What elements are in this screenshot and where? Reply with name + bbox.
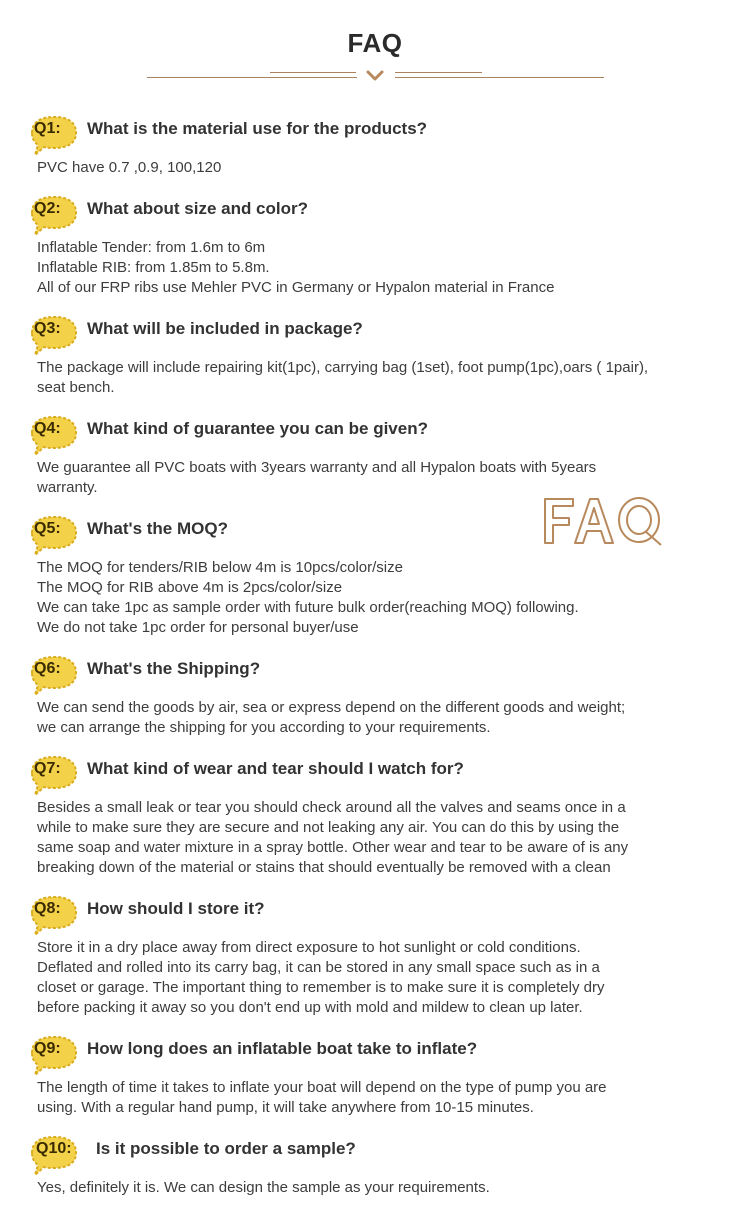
question-number: Q5:: [34, 520, 61, 537]
answer-line: Store it in a dry place away from direct exposure to hot sunlight or cold conditions.: [37, 939, 581, 956]
title-divider-right: [395, 77, 604, 78]
answer-text: [37, 798, 717, 878]
answer-line: Yes, definitely it is. We can design the sample as your requirements.: [37, 1179, 490, 1196]
answer-line: Inflatable Tender: from 1.6m to 6m: [37, 239, 266, 256]
page-title: FAQ: [347, 28, 403, 58]
answer-line: We guarantee all PVC boats with 3years warranty and all Hypalon boats with 5years: [37, 459, 597, 476]
answer-line: same soap and water mixture in a spray bottle. Other wear and tear to be aware of is any: [37, 839, 629, 856]
answer-line: The MOQ for RIB above 4m is 2pcs/color/size: [37, 579, 343, 596]
answer-line: The MOQ for tenders/RIB below 4m is 10pcs/color/size: [37, 559, 403, 576]
title-divider-left-accent: [270, 72, 356, 73]
question-text: What's the Shipping?: [87, 659, 261, 678]
answer-line: Inflatable RIB: from 1.85m to 5.8m.: [37, 259, 270, 276]
answer-line: before packing it away so you don't end up with mold and mildew to clean up later.: [37, 999, 583, 1016]
question-text: What kind of guarantee you can be given?: [87, 419, 428, 438]
answer-text: [37, 938, 717, 1018]
question-number: Q2:: [34, 200, 61, 217]
question-text: What will be included in package?: [87, 319, 363, 338]
answer-text: [37, 238, 717, 298]
answer-line: All of our FRP ribs use Mehler PVC in Germany or Hypalon material in France: [37, 279, 555, 296]
answer-line: Deflated and rolled into its carry bag, it can be stored in any small space such as in a: [37, 959, 600, 976]
answer-text: [37, 1078, 717, 1118]
question-number: Q6:: [34, 660, 61, 677]
answer-line: Besides a small leak or tear you should check around all the valves and seams once in a: [37, 799, 626, 816]
question-number: Q10:: [36, 1140, 72, 1157]
title-divider-right-accent: [395, 72, 482, 73]
answer-line: PVC have 0.7 ,0.9, 100,120: [37, 159, 222, 176]
chevron-down-icon: [366, 70, 384, 82]
question-text: What kind of wear and tear should I watch for?: [87, 759, 464, 778]
answer-line: while to make sure they are secure and not leaking any air. You can do this by using the: [37, 819, 620, 836]
answer-line: The length of time it takes to inflate your boat will depend on the type of pump you are: [37, 1079, 607, 1096]
question-number: Q7:: [34, 760, 61, 777]
answer-line: closet or garage. The important thing to remember is to make sure it is completely dry: [37, 979, 605, 996]
question-number: Q3:: [34, 320, 61, 337]
question-number: Q8:: [34, 900, 61, 917]
answer-line: We do not take 1pc order for personal buyer/use: [37, 619, 359, 636]
title-divider-left: [147, 77, 357, 78]
answer-text: [37, 1178, 717, 1198]
answer-line: seat bench.: [37, 379, 115, 396]
question-number: Q9:: [34, 1040, 61, 1057]
answer-text: [37, 698, 717, 738]
question-number: Q1:: [34, 120, 61, 137]
question-text: How should I store it?: [87, 899, 265, 918]
answer-line: warranty.: [37, 479, 98, 496]
answer-text: [37, 458, 717, 498]
answer-line: using. With a regular hand pump, it will take anywhere from 10-15 minutes.: [37, 1099, 534, 1116]
faq-watermark-logo: [541, 495, 665, 549]
question-text: What's the MOQ?: [87, 519, 228, 538]
answer-line: The package will include repairing kit(1pc), carrying bag (1set), foot pump(1pc),oars ( 1pair),: [37, 359, 649, 376]
question-text: What about size and color?: [87, 199, 309, 218]
answer-text: [37, 358, 717, 398]
question-text: What is the material use for the products?: [87, 119, 428, 138]
question-number: Q4:: [34, 420, 61, 437]
answer-text: [37, 558, 717, 638]
answer-text: [37, 158, 717, 178]
answer-line: we can arrange the shipping for you according to your requirements.: [37, 719, 491, 736]
answer-line: We can send the goods by air, sea or express depend on the different goods and weight;: [37, 699, 626, 716]
answer-line: We can take 1pc as sample order with future bulk order(reaching MOQ) following.: [37, 599, 579, 616]
question-text: How long does an inflatable boat take to inflate?: [87, 1039, 478, 1058]
answer-line: breaking down of the material or stains that should eventually be removed with a clean: [37, 859, 611, 876]
question-text: Is it possible to order a sample?: [96, 1139, 356, 1158]
